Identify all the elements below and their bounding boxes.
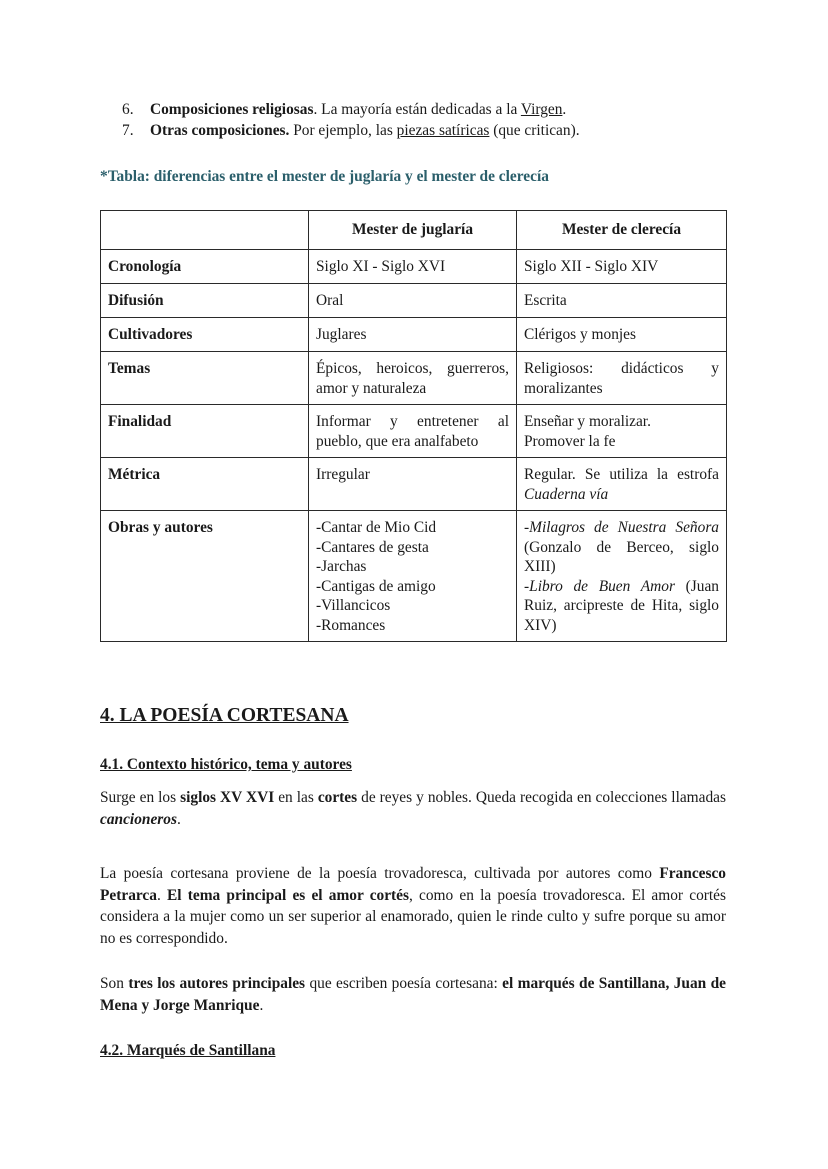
table-header-empty [101, 211, 309, 250]
cell-line: Épicos, heroicos, guerreros, [316, 360, 509, 377]
table-header-row [101, 211, 727, 250]
work-item [524, 518, 719, 577]
cell-line-italic: Cuaderna vía [524, 485, 609, 503]
table-row [101, 511, 727, 642]
cell-line: pueblo, que era analfabeto [316, 432, 479, 450]
bold-text: cortes [317, 789, 358, 806]
table-header-juglaria: Mester de juglaría [309, 211, 517, 250]
work-title: Libro de Buen Amor [529, 577, 675, 595]
text: La poesía cortesana proviene de la poesía trovadoresca, cultivada por autores como [100, 865, 660, 882]
list-item-text: Por ejemplo, las [289, 121, 397, 139]
table-row [101, 250, 727, 284]
row-label: Cronología [101, 250, 309, 284]
list-item-text: (que critican). [489, 121, 580, 139]
paragraph-authors [100, 973, 726, 1016]
cell-line: amor y naturaleza [316, 379, 427, 397]
text: en las [274, 789, 318, 806]
row-label: Temas [101, 352, 309, 405]
cell-clerecia [517, 352, 727, 405]
text: de reyes y nobles. Queda recogida en colecciones llamadas [357, 789, 726, 806]
cell-clerecia [517, 511, 727, 642]
row-label: Cultivadores [101, 318, 309, 352]
cell-line: moralizantes [524, 379, 603, 397]
cell-line: Promover la fe [524, 432, 616, 450]
underlined-term: Virgen [520, 101, 563, 118]
cell-clerecia: Escrita [517, 284, 727, 318]
table-row [101, 318, 727, 352]
cell-line: Religiosos: didácticos y [524, 360, 719, 377]
work-dash: - [524, 577, 530, 595]
cell-clerecia [517, 458, 727, 511]
cell-line: Enseñar y moralizar. [524, 413, 651, 430]
work-item [524, 577, 719, 636]
text: Surge en los [100, 789, 181, 806]
bold-italic-text: cancioneros [100, 810, 177, 828]
list-item-text: . [562, 101, 567, 118]
cell-clerecia: Clérigos y monjes [517, 318, 727, 352]
paragraph-theme [100, 863, 726, 949]
text: . [156, 886, 168, 904]
text: . [259, 996, 264, 1014]
bold-text: siglos XV XVI [180, 789, 275, 806]
comparison-table [100, 210, 727, 642]
cell-juglaria [309, 405, 517, 458]
work-detail: (Juan Ruiz, arcipreste de Hita, siglo XIV) [524, 577, 720, 634]
cell-juglaria: Juglares [309, 318, 517, 352]
cell-clerecia [517, 405, 727, 458]
list-number: 7. [122, 121, 134, 139]
table-header-clerecia: Mester de clerecía [517, 211, 727, 250]
bold-text: tres los autores principales [128, 975, 306, 992]
work-item: -Cantigas de amigo [316, 577, 436, 595]
row-label: Finalidad [101, 405, 309, 458]
composition-list [100, 100, 580, 141]
subsection-heading: 4.1. Contexto histórico, tema y autores [100, 756, 352, 773]
table-row [101, 352, 727, 405]
row-label: Obras y autores [101, 511, 309, 642]
bold-text: el marqués de Santillana, Juan de Mena y Jorge Manrique [100, 975, 726, 1014]
table-caption: *Tabla: diferencias entre el mester de juglaría y el mester de clerecía [100, 168, 549, 185]
cell-line: Informar y entretener al [316, 413, 509, 430]
text: , como en la poesía trovadoresca. El amor cortés considera a la mujer como un ser superior al enamorado, quien le rinde culto y sufre porque su amor no es correspondido. [100, 886, 726, 947]
cell-line: Regular. Se utiliza la estrofa [524, 466, 719, 483]
cell-juglaria: Oral [309, 284, 517, 318]
row-label: Difusión [101, 284, 309, 318]
subsection-heading: 4.2. Marqués de Santillana [100, 1042, 276, 1059]
work-item: -Cantares de gesta [316, 538, 429, 556]
list-item-bold: Composiciones religiosas [150, 101, 314, 118]
work-detail: (Gonzalo de Berceo, siglo XIII) [524, 538, 719, 575]
table-row [101, 405, 727, 458]
bold-text: El tema principal es el amor cortés [167, 886, 409, 904]
table-row [101, 284, 727, 318]
underlined-term: piezas satíricas [396, 121, 490, 139]
work-dash: - [524, 519, 530, 536]
list-item [100, 121, 580, 142]
table-row [101, 458, 727, 511]
list-item-text: . La mayoría están dedicadas a la [313, 101, 521, 118]
cell-juglaria: Siglo XI - Siglo XVI [309, 250, 517, 284]
work-item: -Villancicos [316, 597, 391, 614]
text: que escriben poesía cortesana: [305, 975, 503, 992]
work-title: Milagros de Nuestra Señora [529, 519, 719, 536]
list-item-bold: Otras composiciones. [150, 121, 290, 139]
section-heading: 4. LA POESÍA CORTESANA [100, 705, 349, 726]
work-item: -Romances [316, 616, 386, 634]
cell-juglaria: Irregular [309, 458, 517, 511]
cell-juglaria [309, 352, 517, 405]
bold-text: Francesco Petrarca [100, 865, 726, 904]
paragraph-context [100, 787, 726, 830]
list-number: 6. [122, 101, 134, 118]
list-item [100, 100, 580, 121]
text: . [176, 810, 181, 828]
cell-juglaria [309, 511, 517, 642]
row-label: Métrica [101, 458, 309, 511]
work-item: -Jarchas [316, 558, 367, 575]
text: Son [100, 975, 129, 992]
cell-clerecia: Siglo XII - Siglo XIV [517, 250, 727, 284]
work-item: -Cantar de Mio Cid [316, 519, 437, 536]
